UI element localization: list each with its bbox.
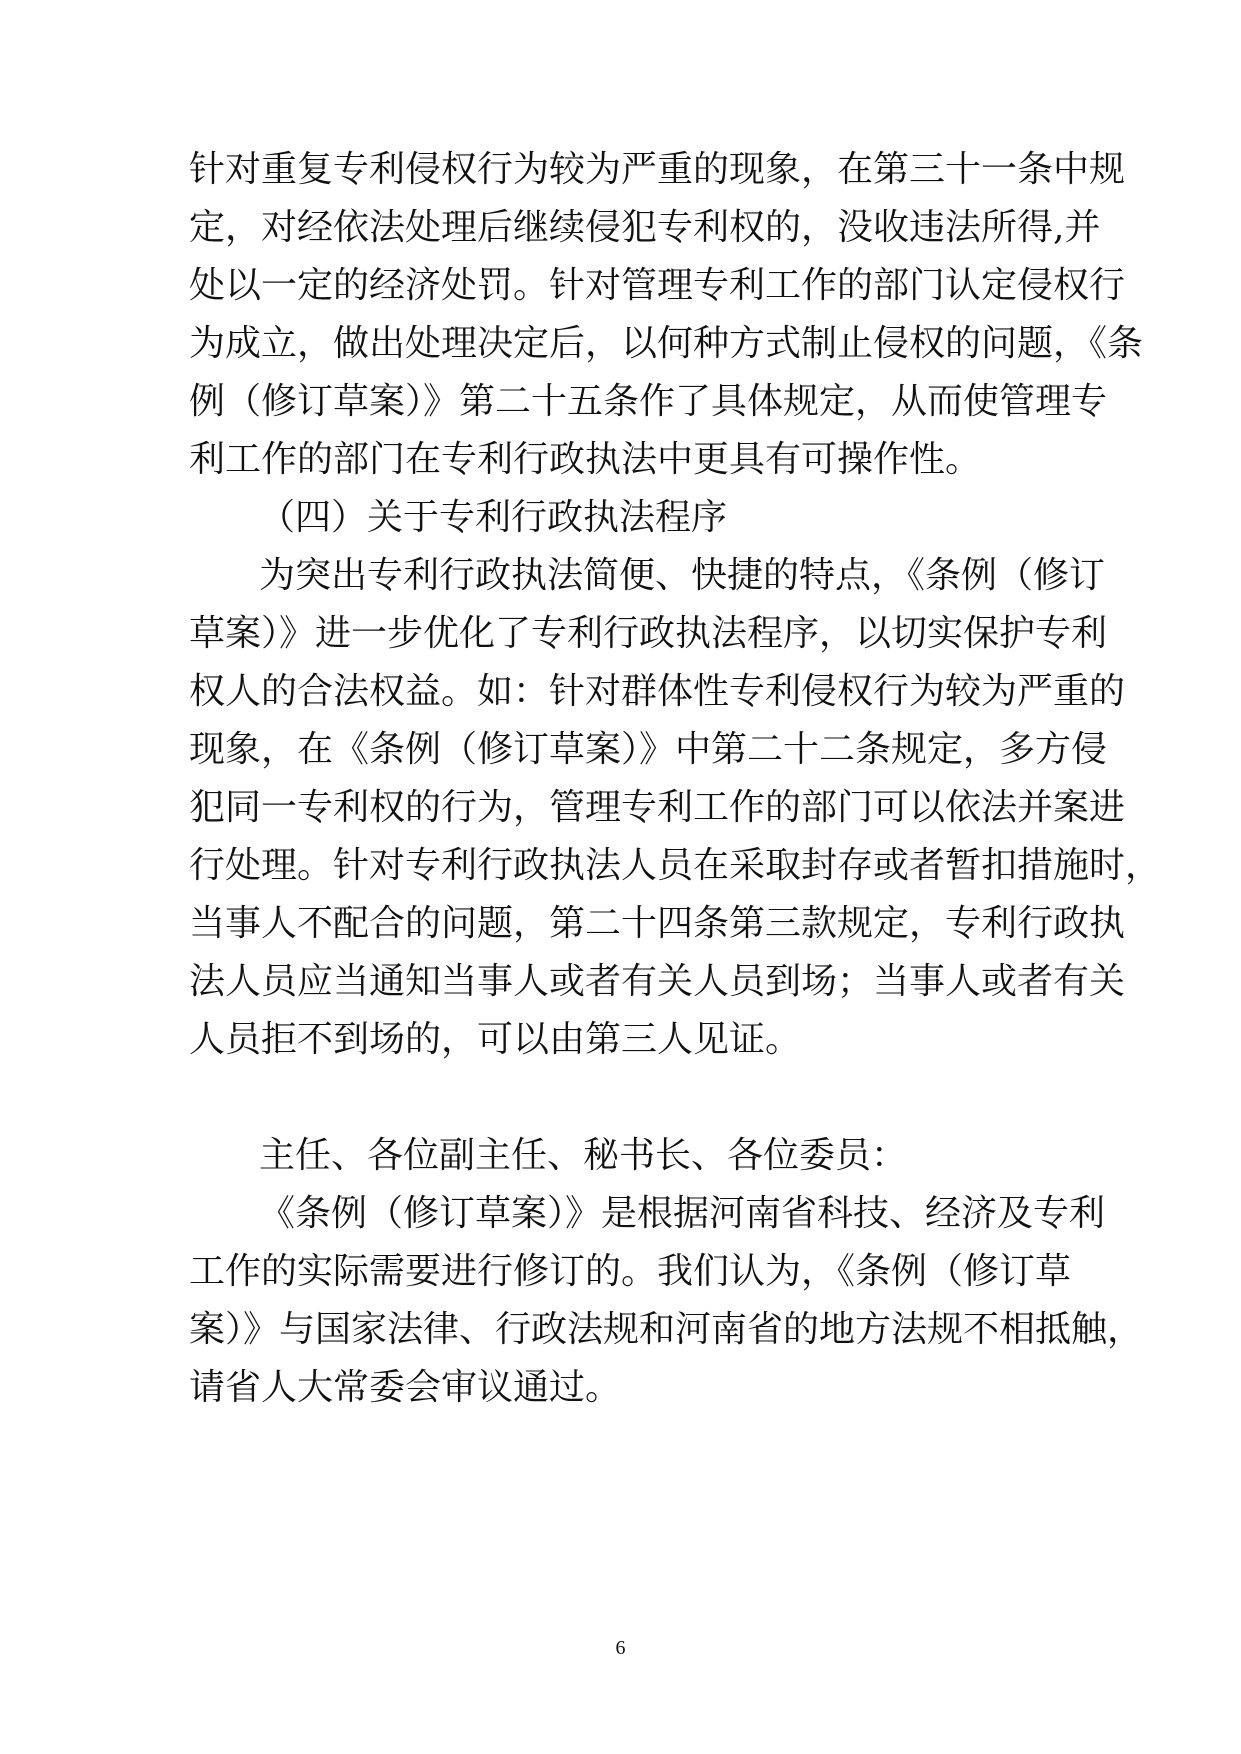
text-line: 请省人大常委会审议通过。 (189, 1367, 622, 1408)
text-line: 当事人不配合的问题，第二十四条第三款规定，专利行政执 (189, 903, 1126, 944)
text-line: 法人员应当通知当事人或者有关人员到场；当事人或者有关 (189, 961, 1126, 1002)
salutation: 主任、各位副主任、秘书长、各位委员： (259, 1135, 908, 1176)
text-line: 例（修订草案）》第二十五条作了具体规定，从而使管理专 (189, 381, 1108, 422)
text-line: 为突出专利行政执法简便、快捷的特点，《条例（修订 (259, 555, 1106, 596)
text-line: 工作的实际需要进行修订的。我们认为，《条例（修订草 (189, 1251, 1072, 1292)
text-line: 草案）》进一步优化了专利行政执法程序，以切实保护专利 (189, 613, 1108, 654)
text-line: 犯同一专利权的行为，管理专利工作的部门可以依法并案进 (189, 787, 1126, 828)
text-line: 《条例（修订草案）》是根据河南省科技、经济及专利 (259, 1193, 1106, 1234)
text-line: 定，对经依法处理后继续侵犯专利权的，没收违法所得,并 (189, 207, 1101, 248)
text-line: 行处理。针对专利行政执法人员在采取封存或者暂扣措施时， (189, 845, 1162, 886)
section-heading: （四）关于专利行政执法程序 (259, 497, 728, 538)
page-number: 6 (615, 1637, 626, 1659)
text-line: 现象，在《条例（修订草案）》中第二十二条规定，多方侵 (189, 729, 1108, 770)
text-line: 利工作的部门在专利行政执法中更具有可操作性。 (189, 439, 982, 480)
text-line: 权人的合法权益。如：针对群体性专利侵权行为较为严重的 (189, 671, 1126, 712)
text-line: 为成立，做出处理决定后，以何种方式制止侵权的问题，《条 (189, 323, 1144, 364)
text-line: 针对重复专利侵权行为较为严重的现象，在第三十一条中规 (189, 149, 1126, 190)
text-line: 人员拒不到场的，可以由第三人见证。 (189, 1019, 802, 1060)
text-line: 案）》与国家法律、行政法规和河南省的地方法规不相抵触， (189, 1309, 1144, 1350)
text-line: 处以一定的经济处罚。针对管理专利工作的部门认定侵权行 (189, 265, 1126, 306)
